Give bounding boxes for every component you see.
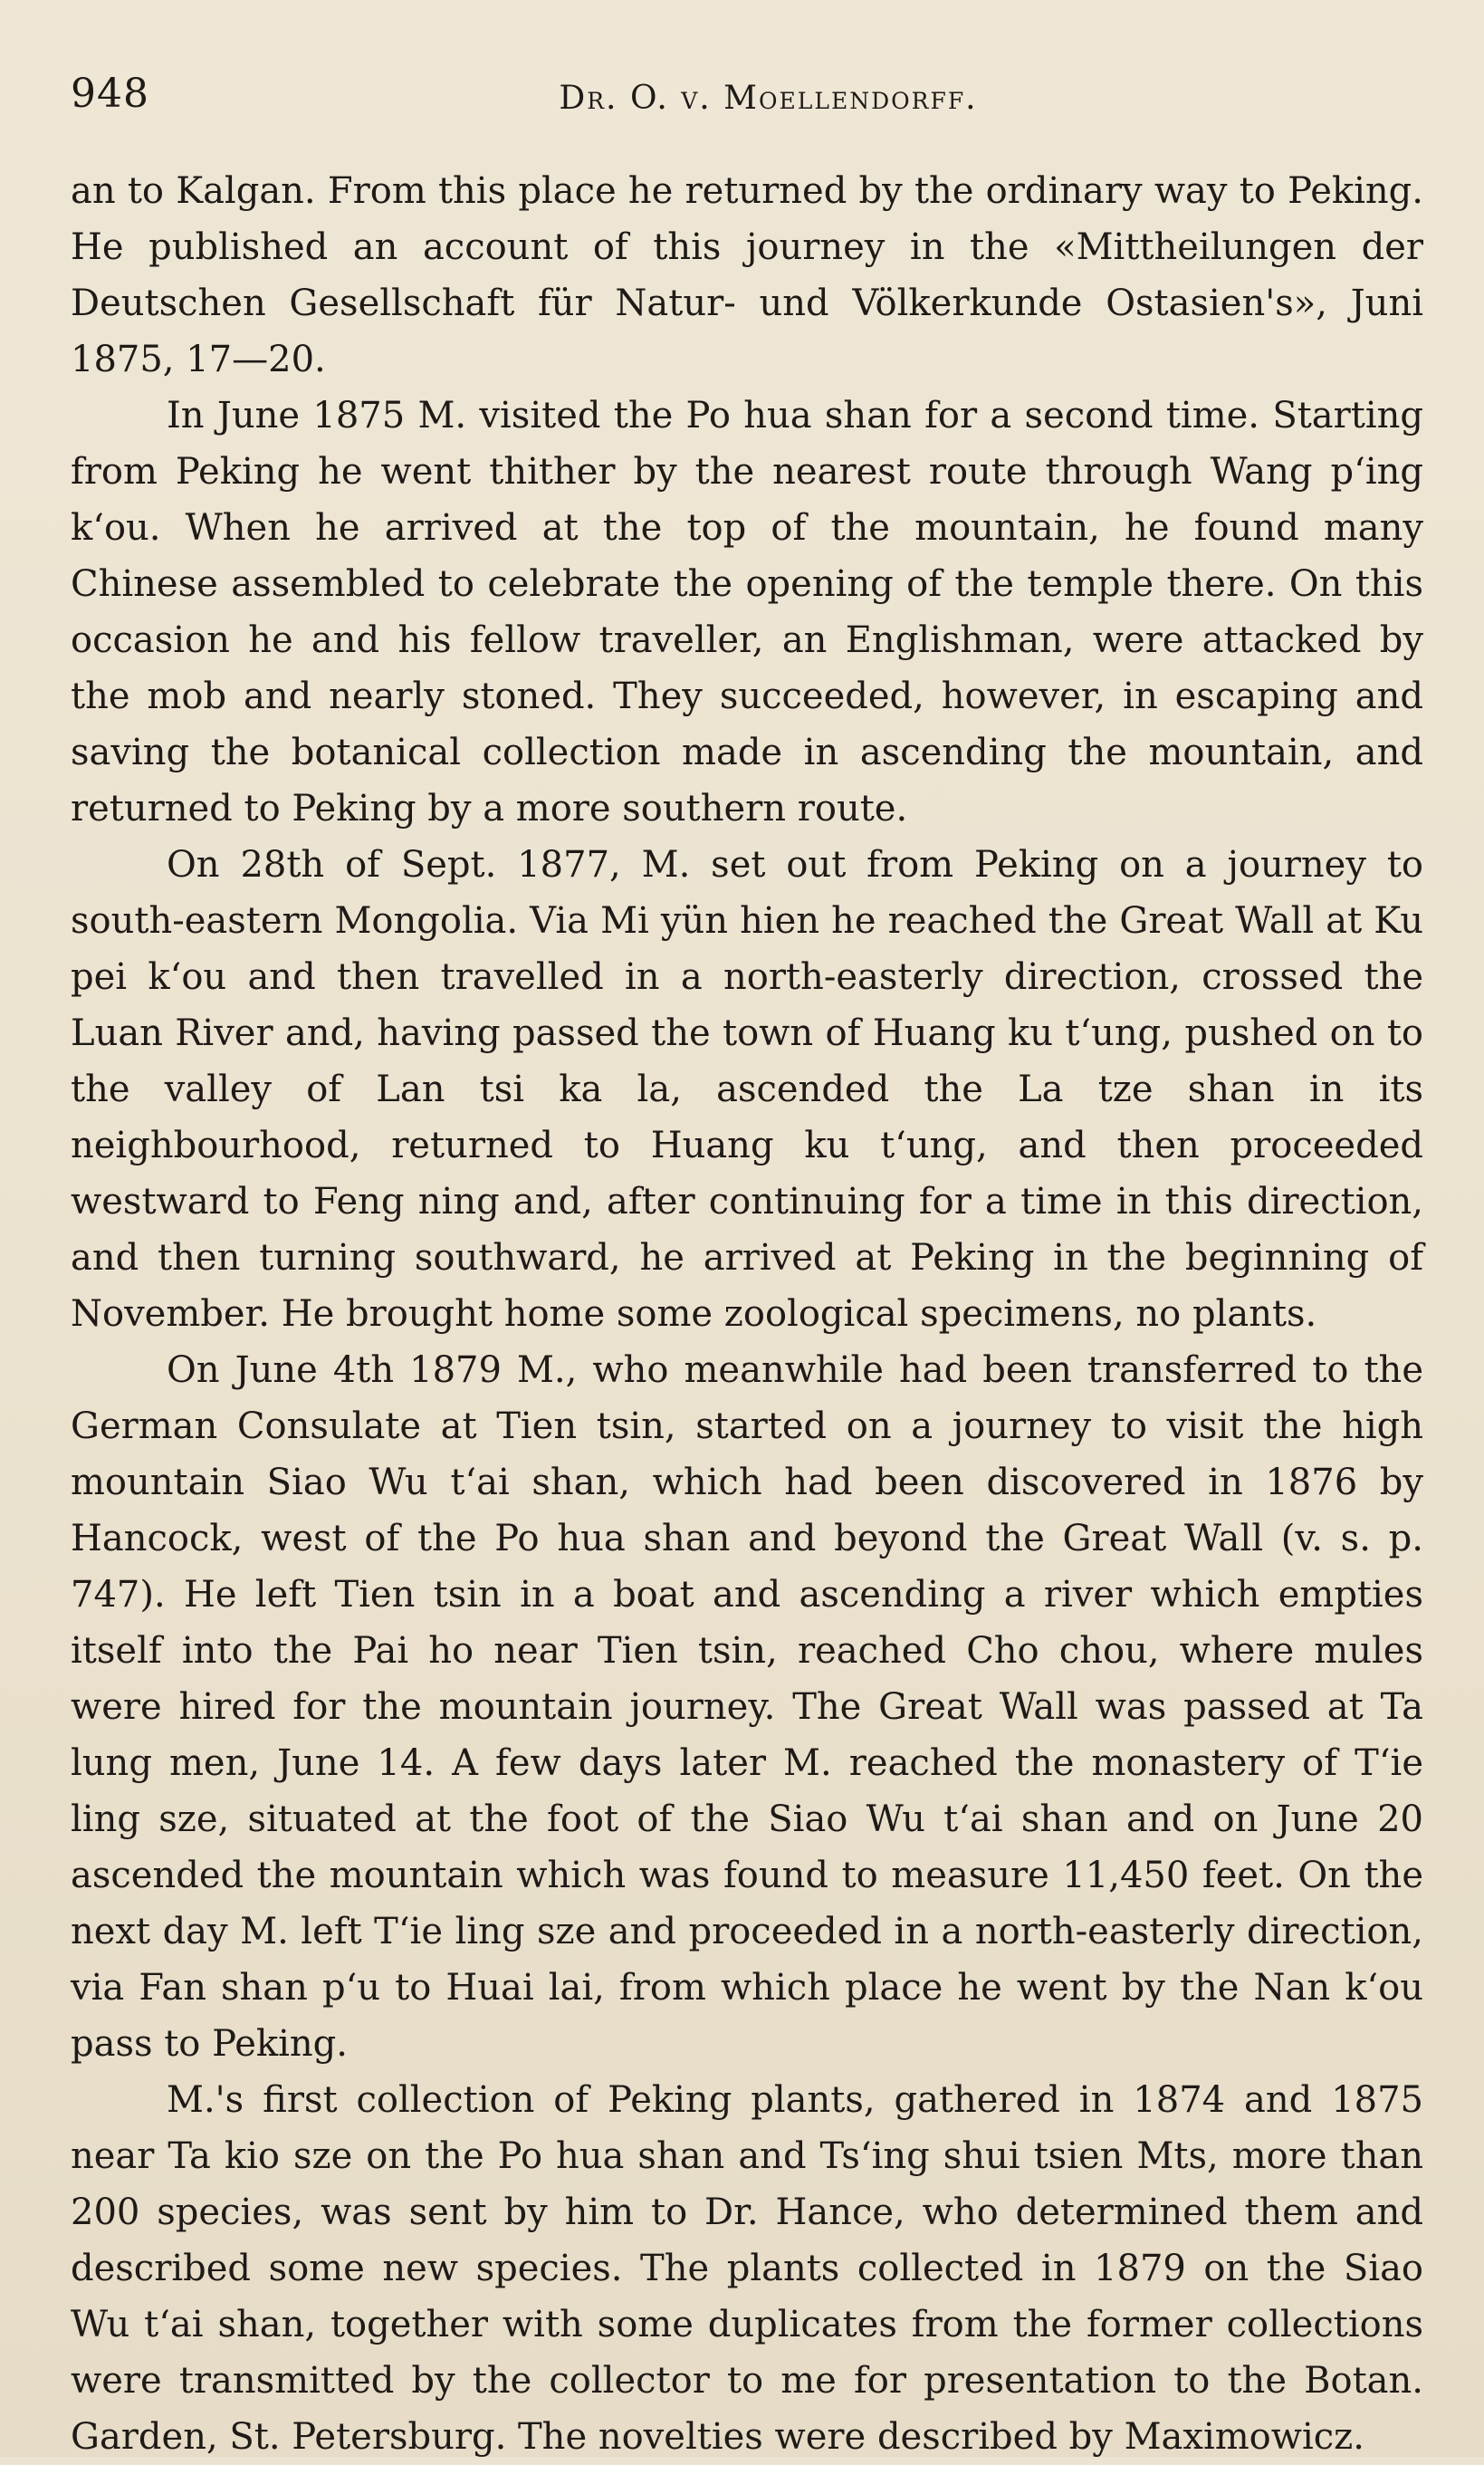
paragraph-mongolia-1877: On 28th of Sept. 1877, M. set out from Peking on a journey to south-eastern Mongolia. Via Mi yün hien he reached the Great Wall at Ku pei kʻou and then travelled in a north-easterly direction, crossed the Luan River and, having passed the town of Huang ku tʻung, pushed on to the valley of Lan tsi ka la, ascended the La tze shan in its neighbourhood, returned to Huang ku tʻung, and then proceeded westward to Feng ning and, after continuing for a time in this direction, and then turning southward, he arrived at Peking in the beginning of November. He brought home some zoological specimens, no plants. (71, 844, 1423, 1335)
paragraph-po-hua-shan-1875: In June 1875 M. visited the Po hua shan for a second time. Starting from Peking he went thither by the nearest route through Wang pʻing kʻou. When he arrived at the top of the mountain, he found many Chinese assembled to celebrate the opening of the temple there. On this occasion he and his fellow traveller, an Englishman, were attacked by the mob and nearly stoned. They succeeded, however, in escaping and saving the botanical collection made in ascending the mountain, and returned to Peking by a more southern route. (71, 395, 1423, 830)
running-head: Dr. O. v. Moellendorff. (559, 80, 978, 117)
paragraph-kalgan-return: an to Kalgan. From this place he returned by the ordinary way to Peking. He published an account of this journey in the «Mittheilungen der Deutschen Gesellschaft für Natur- und Völkerkunde Ostasien's», Juni 1875, 17—20. (71, 170, 1423, 380)
body-text (71, 163, 1423, 2465)
page-number: 948 (71, 71, 149, 117)
paragraph-siao-wu-tai-shan-1879: On June 4th 1879 M., who meanwhile had been transferred to the German Consulate at Tien tsin, started on a journey to visit the high mountain Siao Wu tʻai shan, which had been discovered in 1876 by Hancock, west of the Po hua shan and beyond the Great Wall (v. s. p. 747). He left Tien tsin in a boat and ascending a river which empties itself into the Pai ho near Tien tsin, reached Cho chou, where mules were hired for the mountain journey. The Great Wall was passed at Ta lung men, June 14. A few days later M. reached the monastery of Tʻie ling sze, situated at the foot of the Siao Wu tʻai shan and on June 20 ascended the mountain which was found to measure 11,450 feet. On the next day M. left Tʻie ling sze and proceeded in a north-easterly direction, via Fan shan pʻu to Huai lai, from which place he went by the Nan kʻou pass to Peking. (71, 1349, 1423, 2065)
paragraph-collections: M.'s first collection of Peking plants, gathered in 1874 and 1875 near Ta kio sze on the Po hua shan and Tsʻing shui tsien Mts, more than 200 species, was sent by him to Dr. Hance, who determined them and described some new species. The plants collected in 1879 on the Siao Wu tʻai shan, together with some duplicates from the former collections were transmitted by the collector to me for presentation to the Botan. Garden, St. Petersburg. The novelties were described by Maximowicz. (71, 2079, 1423, 2458)
page-header (71, 71, 1412, 134)
